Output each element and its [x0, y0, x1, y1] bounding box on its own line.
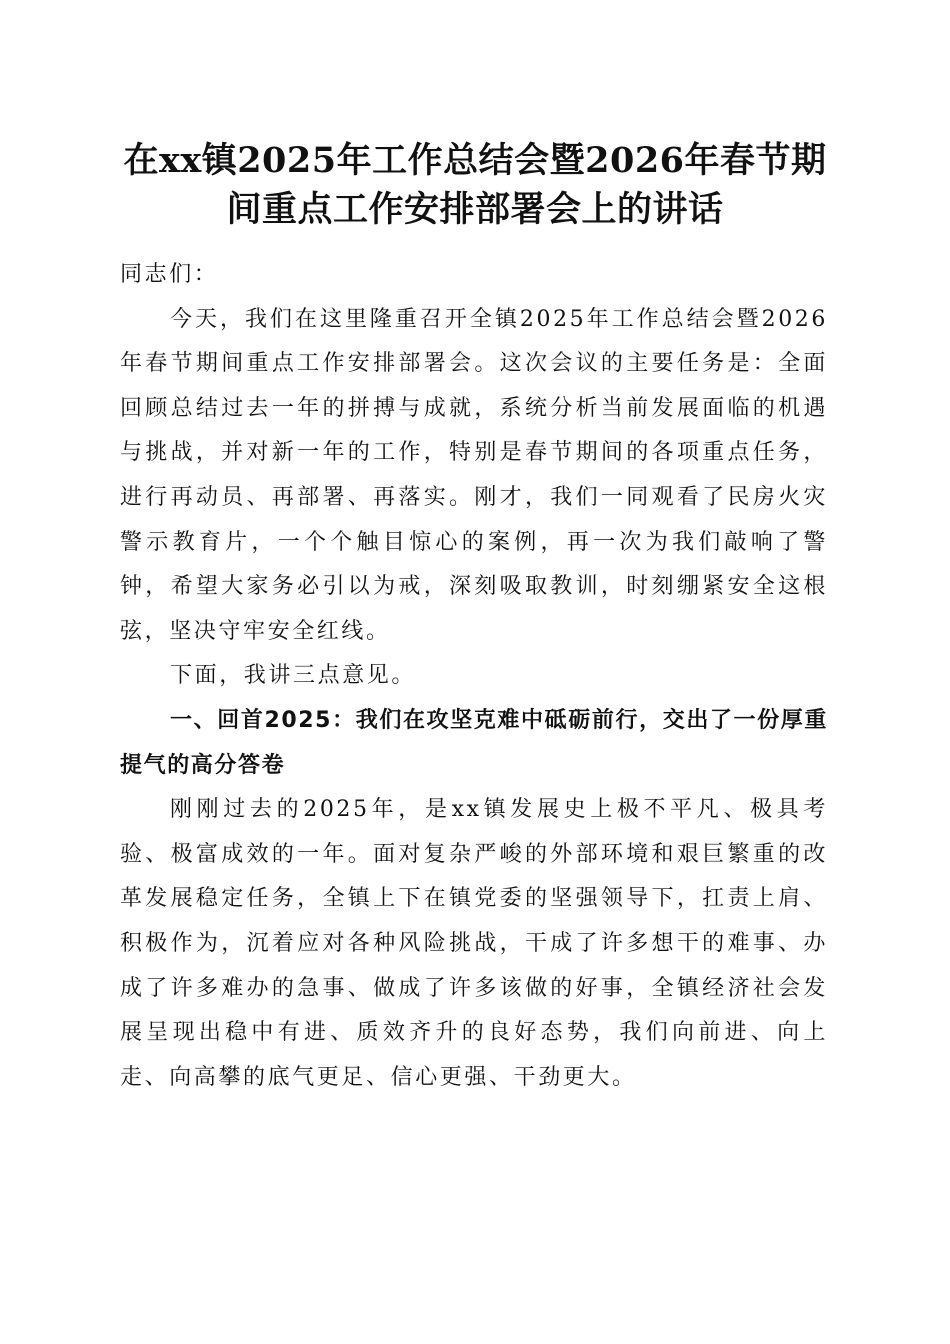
title-line-2: 间重点工作安排部署会上的讲话 [226, 189, 724, 230]
salutation: 同志们： [120, 262, 219, 287]
section-heading-1: 一、回首2025：我们在攻坚克难中砥砺前行，交出了一份厚重提气的高分答卷 [120, 707, 828, 778]
paragraph-review: 刚刚过去的2025年，是xx镇发展史上极不平凡、极具考验、极富成效的一年。面对复杂严峻的外部环境和艰巨繁重的改革发展稳定任务，全镇上下在镇党委的坚强领导下，扛责上肩、积极作为，沉着应对各种风险挑战，干成了许多想干的难事、办成了许多难办的急事、做成了许多该做的好事，全镇经济社会发展呈现出稳中有进、质效齐升的良好态势，我们向前进、向上走、向高攀的底气更足、信心更强、干劲更大。 [120, 797, 828, 1090]
document-body [120, 253, 828, 1100]
title-line-1: 在xx镇2025年工作总结会暨2026年春节期 [123, 140, 827, 181]
paragraph-transition: 下面，我讲三点意见。 [170, 663, 417, 689]
document-title [100, 136, 850, 234]
paragraph-opening: 今天，我们在这里隆重召开全镇2025年工作总结会暨2026年春节期间重点工作安排部署会。这次会议的主要任务是：全面回顾总结过去一年的拼搏与成就，系统分析当前发展面临的机遇与挑战，并对新一年的工作，特别是春节期间的各项重点任务，进行再动员、再部署、再落实。刚才，我们一同观看了民房火灾警示教育片，一个个触目惊心的案例，再一次为我们敲响了警钟，希望大家务必引以为戒，深刻吸取教训，时刻绷紧安全这根弦，坚决守牢安全红线。 [120, 306, 828, 644]
